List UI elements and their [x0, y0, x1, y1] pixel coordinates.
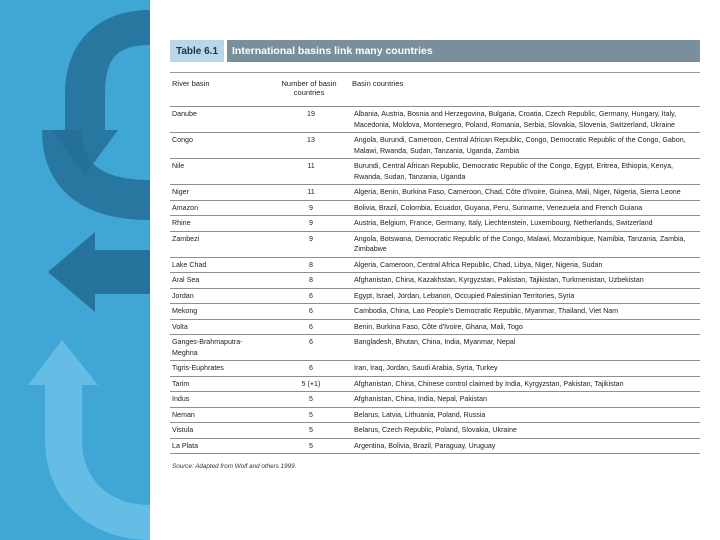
count-cell: 9: [268, 216, 354, 232]
countries-cell: Egypt, Israel, Jordan, Lebanon, Occupied Palestinian Territories, Syria: [354, 288, 700, 304]
basin-cell: Volta: [170, 319, 268, 335]
basin-cell: Niger: [170, 185, 268, 201]
basin-cell: Mekong: [170, 304, 268, 320]
count-cell: 6: [268, 288, 354, 304]
count-cell: 8: [268, 257, 354, 273]
header-number-of-countries: Number of basin countries: [281, 79, 337, 97]
count-cell: 19: [268, 107, 354, 133]
count-cell: 6: [268, 304, 354, 320]
basin-cell: Zambezi: [170, 231, 268, 257]
basins-table: [170, 106, 700, 454]
countries-cell: Benin, Burkina Faso, Côte d'Ivoire, Ghana, Mali, Togo: [354, 319, 700, 335]
table-row: [170, 392, 700, 408]
countries-cell: Belarus, Latvia, Lithuania, Poland, Russia: [354, 407, 700, 423]
count-cell: 5: [268, 392, 354, 408]
basin-cell: La Plata: [170, 438, 268, 454]
basin-cell: Jordan: [170, 288, 268, 304]
countries-cell: Afghanistan, China, Chinese control claimed by India, Kyrgyzstan, Pakistan, Tajikistan: [354, 376, 700, 392]
table-row: [170, 319, 700, 335]
table-row: [170, 216, 700, 232]
table-row: [170, 361, 700, 377]
table-row: [170, 335, 700, 361]
basin-cell: Ganges-Brahmaputra-Meghna: [170, 335, 268, 361]
countries-cell: Iran, Iraq, Jordan, Saudi Arabia, Syria, Turkey: [354, 361, 700, 377]
decorative-sidebar: [0, 0, 150, 540]
table-row: [170, 376, 700, 392]
table-row: [170, 288, 700, 304]
basin-cell: Neman: [170, 407, 268, 423]
count-cell: 6: [268, 361, 354, 377]
table-row: [170, 200, 700, 216]
countries-cell: Austria, Belgium, France, Germany, Italy, Liechtenstein, Luxembourg, Netherlands, Switzerland: [354, 216, 700, 232]
sidebar-arrows-graphic: [0, 0, 150, 540]
countries-cell: Belarus, Czech Republic, Poland, Slovakia, Ukraine: [354, 423, 700, 439]
table-row: [170, 423, 700, 439]
table-header-row: [170, 72, 700, 106]
table-title: International basins link many countries: [227, 40, 700, 62]
countries-cell: Bolivia, Brazil, Colombia, Ecuador, Guyana, Peru, Suriname, Venezuela and French Guiana: [354, 200, 700, 216]
countries-cell: Algeria, Benin, Burkina Faso, Cameroon, Chad, Côte d'Ivoire, Guinea, Mali, Niger, Nigeria, Sierra Leone: [354, 185, 700, 201]
count-cell: 5 (+1): [268, 376, 354, 392]
table-row: [170, 107, 700, 133]
basin-cell: Tarim: [170, 376, 268, 392]
countries-cell: Angola, Botswana, Democratic Republic of the Congo, Malawi, Mozambique, Namibia, Tanzania, Zambia, Zimbabwe: [354, 231, 700, 257]
table-row: [170, 231, 700, 257]
countries-cell: Afghanistan, China, Kazakhstan, Kyrgyzstan, Pakistan, Tajikistan, Turkmenistan, Uzbekistan: [354, 273, 700, 289]
table-container: [170, 40, 700, 470]
countries-cell: Cambodia, China, Lao People's Democratic Republic, Myanmar, Thailand, Viet Nam: [354, 304, 700, 320]
table-row: [170, 273, 700, 289]
basin-cell: Lake Chad: [170, 257, 268, 273]
basin-cell: Amazon: [170, 200, 268, 216]
count-cell: 6: [268, 335, 354, 361]
count-cell: 8: [268, 273, 354, 289]
up-arrow-bottom: [28, 340, 150, 540]
count-cell: 5: [268, 438, 354, 454]
table-row: [170, 257, 700, 273]
count-cell: 11: [268, 185, 354, 201]
table-row: [170, 185, 700, 201]
left-arrow-middle: [48, 232, 150, 312]
basin-cell: Danube: [170, 107, 268, 133]
count-cell: 6: [268, 319, 354, 335]
countries-cell: Angola, Burundi, Cameroon, Central African Republic, Congo, Democratic Republic of the Congo, Gabon, Malawi, Rwanda, Sudan, Tanzania, Uganda, Zambia: [354, 133, 700, 159]
table-row: [170, 304, 700, 320]
table-row: [170, 407, 700, 423]
count-cell: 5: [268, 423, 354, 439]
table-title-bar: [170, 40, 700, 62]
header-basin-countries: Basin countries: [352, 79, 404, 88]
count-cell: 5: [268, 407, 354, 423]
basin-cell: Aral Sea: [170, 273, 268, 289]
header-river-basin: River basin: [172, 79, 210, 88]
countries-cell: Bangladesh, Bhutan, China, India, Myanmar, Nepal: [354, 335, 700, 361]
basin-cell: Rhine: [170, 216, 268, 232]
count-cell: 9: [268, 231, 354, 257]
table-row: [170, 159, 700, 185]
basin-cell: Vistula: [170, 423, 268, 439]
count-cell: 9: [268, 200, 354, 216]
table-row: [170, 133, 700, 159]
count-cell: 11: [268, 159, 354, 185]
countries-cell: Afghanistan, China, India, Nepal, Pakistan: [354, 392, 700, 408]
basin-cell: Congo: [170, 133, 268, 159]
countries-cell: Albania, Austria, Bosnia and Herzegovina, Bulgaria, Croatia, Czech Republic, Germany, Hungary, Italy, Macedonia, Moldova, Montenegro, Poland, Romania, Serbia, Slovakia, Slovenia, Switzerland, Ukraine: [354, 107, 700, 133]
count-cell: 13: [268, 133, 354, 159]
table-number-label: Table 6.1: [170, 40, 224, 62]
countries-cell: Burundi, Central African Republic, Democratic Republic of the Congo, Egypt, Eritrea, Ethiopia, Kenya, Rwanda, Sudan, Tanzania, Uganda: [354, 159, 700, 185]
table-row: [170, 438, 700, 454]
countries-cell: Algeria, Cameroon, Central Africa Republic, Chad, Libya, Niger, Nigeria, Sudan: [354, 257, 700, 273]
basin-cell: Indus: [170, 392, 268, 408]
countries-cell: Argentina, Bolivia, Brazil, Paraguay, Uruguay: [354, 438, 700, 454]
basin-cell: Nile: [170, 159, 268, 185]
basin-cell: Tigris-Euphrates: [170, 361, 268, 377]
table-source-note: Source: Adapted from Wolf and others 1999.: [172, 463, 297, 470]
